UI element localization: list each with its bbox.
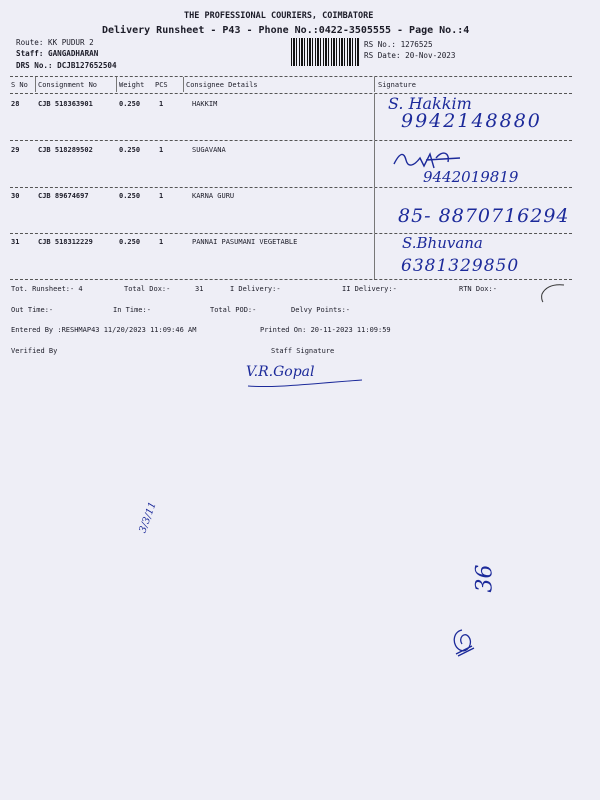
rs-number: RS No.: 1276525 [364, 40, 433, 49]
row-rule [10, 140, 572, 141]
route: Route: KK PUDUR 2 [16, 38, 94, 47]
col-weight: Weight [119, 81, 145, 89]
total-dox-value: 31 [195, 285, 204, 293]
table-top-rule [10, 76, 572, 77]
delvy-points: Delvy Points:- [291, 306, 351, 314]
row-sno: 30 [11, 192, 20, 200]
drs-number: DRS No.: DCJB127652504 [16, 61, 117, 70]
staff-signature-handwritten: V.R.Gopal [246, 364, 315, 380]
page-number-handwritten: 36 [472, 564, 498, 593]
total-pod: Total POD:- [210, 306, 257, 314]
col-consignee: Consignee Details [186, 81, 258, 89]
row-signature-phone: 6381329850 [401, 256, 520, 276]
row-pcs: 1 [159, 100, 164, 108]
entered-by: Entered By :RESHMAP43 11/20/2023 11:09:46 AM [11, 326, 197, 334]
row-pcs: 1 [159, 146, 164, 154]
row-consignee: KARNA GURU [192, 192, 235, 200]
row-signature-phone: 85- 8870716294 [398, 205, 570, 227]
tot-runsheet: Tot. Runsheet:- 4 [11, 285, 83, 293]
i-delivery: I Delivery:- [230, 285, 281, 293]
col-pcs: PCS [155, 81, 168, 89]
row-pcs: 1 [159, 192, 164, 200]
col-consignment: Consignment No [38, 81, 98, 89]
signature-underline-icon [246, 378, 366, 390]
rtn-dox: RTN Dox:- [459, 285, 497, 293]
printed-on: Printed On: 20-11-2023 11:09:59 [260, 326, 391, 334]
rtn-mark-icon [536, 282, 566, 304]
col-divider [374, 77, 375, 92]
row-consignment: CJB 518363901 [38, 100, 93, 108]
row-sno: 31 [11, 238, 20, 246]
initials-scribble-icon [448, 626, 478, 658]
staff: Staff: GANGADHARAN [16, 49, 99, 58]
row-pcs: 1 [159, 238, 164, 246]
staff-signature-label: Staff Signature [271, 347, 335, 355]
row-consignment: CJB 518312229 [38, 238, 93, 246]
col-divider [116, 77, 117, 92]
row-signature-phone: 9942148880 [401, 110, 542, 132]
barcode [291, 38, 359, 66]
verified-by: Verified By [11, 347, 58, 355]
row-sno: 28 [11, 100, 20, 108]
row-weight: 0.250 [119, 146, 141, 154]
company-name: THE PROFESSIONAL COURIERS, COIMBATORE [184, 11, 374, 21]
signature-divider [374, 94, 375, 140]
row-weight: 0.250 [119, 100, 141, 108]
row-rule [10, 187, 572, 188]
row-weight: 0.250 [119, 238, 141, 246]
row-consignment: CJB 89674697 [38, 192, 89, 200]
total-dox-label: Total Dox:- [124, 285, 171, 293]
margin-note: 3/3/11 [137, 500, 159, 535]
signature-divider [374, 141, 375, 187]
row-rule [10, 233, 572, 234]
col-signature: Signature [378, 81, 416, 89]
table-bottom-rule [10, 279, 572, 280]
col-sno: S No [11, 81, 28, 89]
runsheet-subtitle: Delivery Runsheet - P43 - Phone No.:0422-3505555 - Page No.:4 [102, 25, 470, 36]
row-signature-name: S. Hakkim [388, 94, 472, 113]
col-divider [35, 77, 36, 92]
signature-divider [374, 234, 375, 280]
col-divider [183, 77, 184, 92]
row-signature-name: S.Bhuvana [402, 234, 483, 252]
table-header-rule [10, 93, 572, 94]
row-consignee: PANNAI PASUMANI VEGETABLE [192, 238, 298, 246]
row-sno: 29 [11, 146, 20, 154]
row-consignee: HAKKIM [192, 100, 218, 108]
rs-date: RS Date: 20-Nov-2023 [364, 51, 456, 60]
row-consignee: SUGAVANA [192, 146, 226, 154]
out-time: Out Time:- [11, 306, 54, 314]
row-consignment: CJB 518289502 [38, 146, 93, 154]
ii-delivery: II Delivery:- [342, 285, 397, 293]
signature-divider [374, 188, 375, 233]
in-time: In Time:- [113, 306, 151, 314]
row-signature-phone: 9442019819 [423, 168, 519, 186]
row-weight: 0.250 [119, 192, 141, 200]
